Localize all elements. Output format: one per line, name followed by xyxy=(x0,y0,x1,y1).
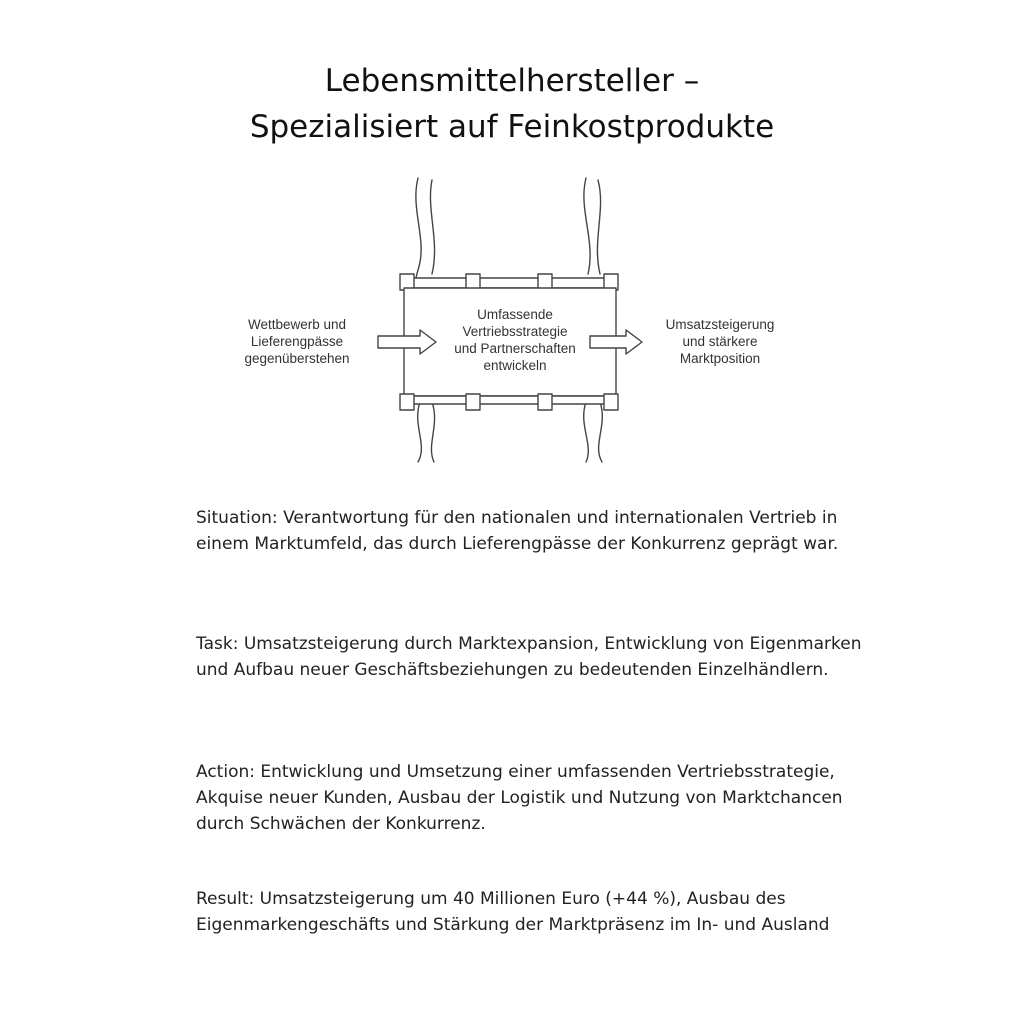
process-diagram xyxy=(0,170,1024,470)
action-paragraph: Action: Entwicklung und Umsetzung einer umfassenden Vertriebsstrategie, Akquise neuer Kunden, Ausbau der Logistik und Nutzung von Marktchancen durch Schwächen der Konkurrenz. xyxy=(196,762,843,834)
situation-paragraph: Situation: Verantwortung für den nationalen und internationalen Vertrieb in einem Marktumfeld, das durch Lieferengpässe der Konkurrenz geprägt war. xyxy=(196,508,839,554)
process-label-line: entwickeln xyxy=(483,358,547,373)
lower-left-rail xyxy=(418,402,422,462)
bottom-clamp-3 xyxy=(538,394,552,410)
output-label-line: Umsatzsteigerung xyxy=(665,317,775,332)
output-label-line: und stärkere xyxy=(682,334,758,349)
input-label-line: gegenüberstehen xyxy=(244,351,350,366)
output-label-line: Marktposition xyxy=(679,351,761,366)
result-paragraph: Result: Umsatzsteigerung um 40 Millionen Euro (+44 %), Ausbau des Eigenmarkengeschäfts und Stärkung der Marktpräsenz im In- und Ausland xyxy=(196,889,830,935)
upper-right-rail xyxy=(584,178,590,274)
process-label-line: Umfassende xyxy=(477,307,553,322)
bottom-clamp-4 xyxy=(604,394,618,410)
lower-right-rail xyxy=(584,402,589,462)
top-bar xyxy=(404,278,616,288)
bottom-clamp-2 xyxy=(466,394,480,410)
task-paragraph: Task: Umsatzsteigerung durch Marktexpansion, Entwicklung von Eigenmarken und Aufbau neuer Geschäftsbeziehungen zu bedeutenden Einzelhändlern. xyxy=(196,634,862,680)
process-label-line: und Partnerschaften xyxy=(454,341,576,356)
title-line-1: Lebensmittelhersteller – xyxy=(324,63,700,99)
upper-right-rail-inner xyxy=(597,180,600,274)
upper-left-rail-inner xyxy=(430,180,434,274)
lower-right-rail-inner xyxy=(599,402,603,462)
bottom-clamp-1 xyxy=(400,394,414,410)
lower-left-rail-inner xyxy=(431,402,434,462)
process-label xyxy=(420,306,610,374)
input-label-line: Wettbewerb und xyxy=(247,317,347,332)
input-label xyxy=(222,316,372,367)
input-label-line: Lieferengpässe xyxy=(250,334,344,349)
page-title xyxy=(0,58,1024,150)
process-label-line: Vertriebsstrategie xyxy=(462,324,568,339)
bottom-bar xyxy=(404,396,616,404)
title-line-2: Spezialisiert auf Feinkostprodukte xyxy=(249,109,775,145)
output-label xyxy=(642,316,798,367)
